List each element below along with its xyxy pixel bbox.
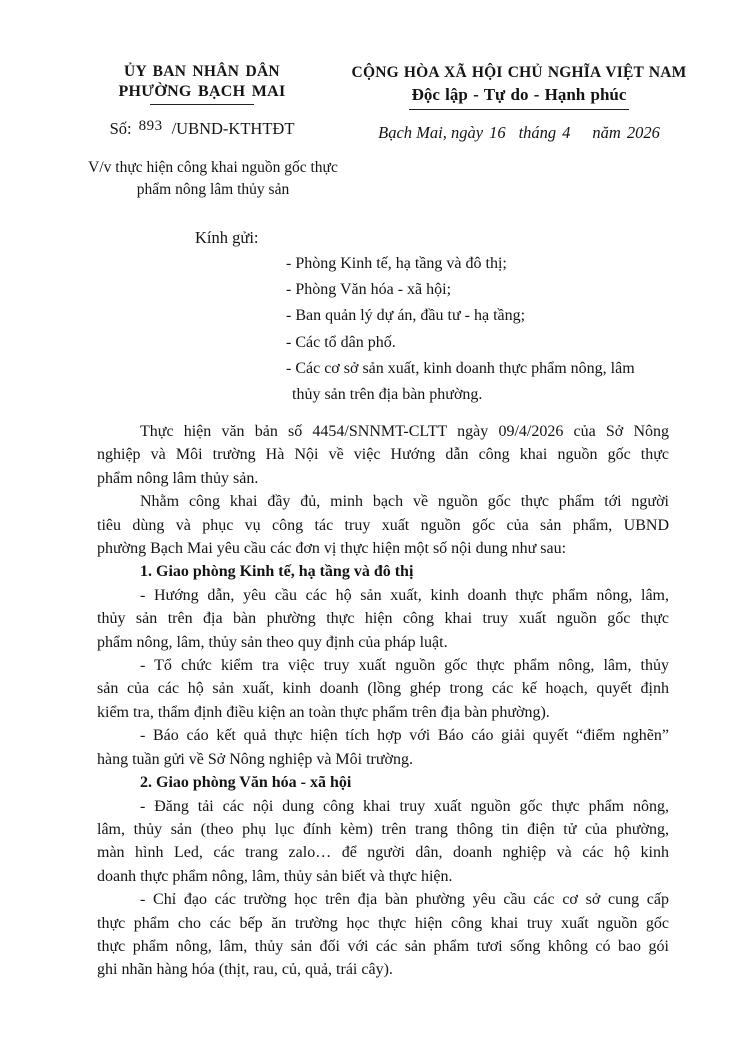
body-text-line: sản của các hộ sản xuất, kinh doanh (lồng ghép trong các kế hoạch, quyết định <box>97 680 669 698</box>
recipient-item: thủy sản trên địa bàn phường. <box>292 386 483 404</box>
date-day: 16 <box>489 123 506 142</box>
body-text-line: - Chỉ đạo các trường học trên địa bàn phường yêu cầu các cơ sở cung cấp <box>140 891 669 909</box>
salutation: Kính gửi: <box>195 228 259 247</box>
body-text-line: phẩm nông lâm thủy sản. <box>97 469 259 487</box>
body-text-line: doanh thực phẩm nông, lâm, thủy sản biết và thực hiện. <box>97 867 453 885</box>
body-text-line: màn hình Led, các trang zalo… để người dân, doanh nghiệp và các hộ kinh <box>97 844 669 862</box>
document-body <box>97 420 669 982</box>
document-number-value: 893 <box>138 118 163 134</box>
national-motto-line1: CỘNG HÒA XÃ HỘI CHỦ NGHĨA VIỆT NAM <box>351 64 687 81</box>
body-text-line: tiêu dùng và phục vụ công tác truy xuất nguồn gốc của sản phẩm, UBND <box>97 516 669 534</box>
body-text-line: hàng tuần gửi về Sở Nông nghiệp và Môi trường. <box>97 750 414 768</box>
recipient-item: - Các cơ sở sản xuất, kinh doanh thực phẩm nông, lâm <box>286 359 635 377</box>
body-text-line: lâm, thủy sản (theo phụ lục đính kèm) trên trang thông tin điện tử của phường, <box>97 820 669 838</box>
body-text-line: thủy sản trên địa bàn phường thực hiện công khai truy xuất nguồn gốc thực <box>97 610 669 628</box>
issuing-authority-block <box>68 62 336 140</box>
national-header-block <box>345 62 693 143</box>
body-text-line: phường Bạch Mai yêu cầu các đơn vị thực hiện một số nội dung như sau: <box>97 540 567 558</box>
date-month: 4 <box>562 123 571 142</box>
body-text-line: - Báo cáo kết quả thực hiện tích hợp với Báo cáo giải quyết “điểm nghẽn” <box>140 727 669 745</box>
body-text-line: Thực hiện văn bản số 4454/SNNMT-CLTT ngày 09/4/2026 của Sở Nông <box>140 423 669 440</box>
body-text-line: nghiệp và Môi trường Hà Nội về việc Hướng dẫn công khai nguồn gốc thực <box>97 446 669 464</box>
section-heading: 1. Giao phòng Kinh tế, hạ tầng và đô thị <box>140 563 414 581</box>
recipient-list <box>286 251 666 408</box>
body-text-line: ghi nhãn hàng hóa (thịt, rau, củ, quả, trái cây). <box>97 961 393 979</box>
national-motto-line2-wrap <box>345 83 693 110</box>
recipient-item: - Phòng Kinh tế, hạ tầng và đô thị; <box>286 255 507 272</box>
date-year: 2026 <box>626 123 660 142</box>
date-month-label: tháng <box>518 123 557 142</box>
place-date-line <box>345 123 693 143</box>
subject-line-2: phẩm nông lâm thủy sản <box>136 180 290 198</box>
national-motto-line2: Độc lập - Tự do - Hạnh phúc <box>409 83 630 110</box>
document-number-line <box>68 119 336 140</box>
date-prefix: Bạch Mai, ngày <box>378 123 484 142</box>
document-number-suffix: /UBND-KTHTĐT <box>171 119 295 138</box>
issuing-authority-parent: ỦY BAN NHÂN DÂN <box>124 63 280 80</box>
subject-line-1: V/v thực hiện công khai nguồn gốc thực <box>88 159 338 176</box>
issuing-authority-name: PHƯỜNG BẠCH MAI <box>118 83 286 100</box>
recipient-item: - Phòng Văn hóa - xã hội; <box>286 281 452 299</box>
document-subject <box>62 157 364 200</box>
document-number-label: Số: <box>109 119 132 138</box>
recipient-item: - Các tổ dân phố. <box>286 333 396 351</box>
body-text-line: kiểm tra, thẩm định điều kiện an toàn thực phẩm trên địa bàn phường). <box>97 703 550 721</box>
recipient-item: - Ban quản lý dự án, đầu tư - hạ tầng; <box>286 307 526 325</box>
body-text-line: Nhằm công khai đầy đủ, minh bạch về nguồn gốc thực phẩm tới người <box>140 493 669 511</box>
body-text-line: - Đăng tải các nội dung công khai truy xuất nguồn gốc thực phẩm nông, <box>140 797 669 815</box>
body-text-line: - Hướng dẫn, yêu cầu các hộ sản xuất, kinh doanh thực phẩm nông, lâm, <box>140 586 669 604</box>
date-year-label: năm <box>592 123 621 142</box>
section-heading: 2. Giao phòng Văn hóa - xã hội <box>140 774 352 792</box>
body-text-line: - Tổ chức kiểm tra việc truy xuất nguồn gốc thực phẩm nông, lâm, thủy <box>140 657 669 675</box>
body-text-line: thực phẩm nông, lâm, thủy sản đối với các sản phẩm tươi sống không có bao gói <box>97 937 669 955</box>
authority-underline-rule <box>150 104 254 105</box>
body-text-line: thực phẩm cho các bếp ăn trường học thực hiện công khai truy xuất nguồn gốc <box>97 914 669 932</box>
body-text-line: phẩm nông, lâm, thủy sản theo quy định của pháp luật. <box>97 633 448 651</box>
